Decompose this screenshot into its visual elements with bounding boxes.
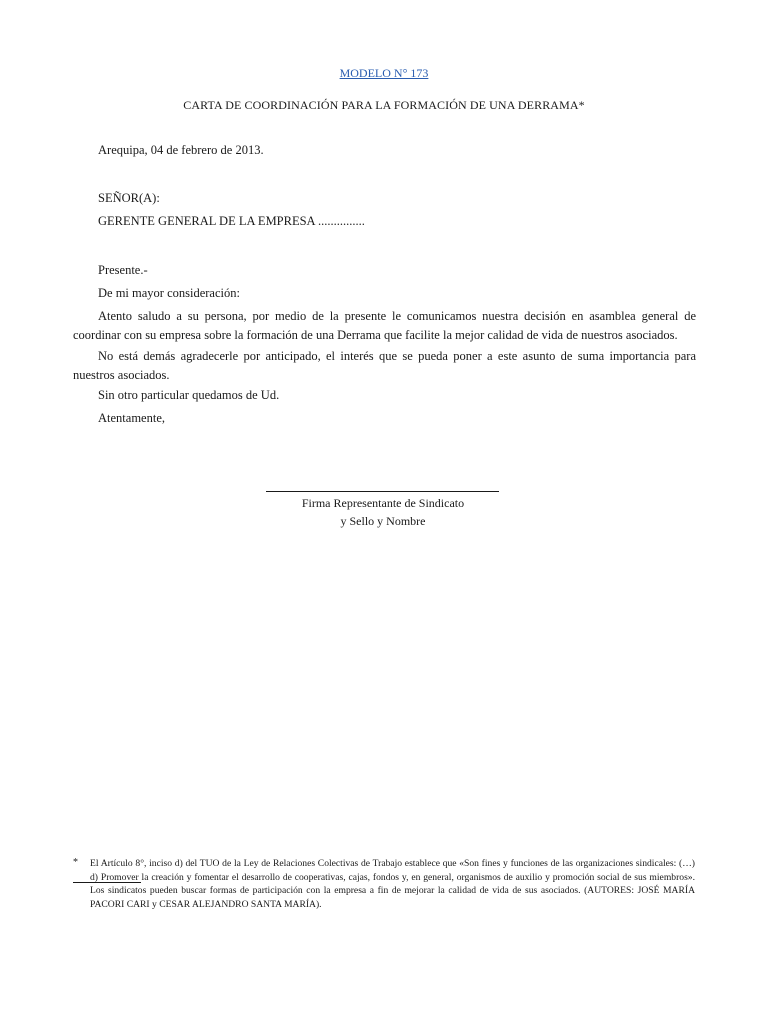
signature-line: [266, 491, 499, 492]
sign-off: Atentamente,: [98, 411, 165, 425]
document-title: CARTA DE COORDINACIÓN PARA LA FORMACIÓN DE UNA DERRAMA*: [183, 98, 585, 112]
addressee: SEÑOR(A):: [98, 191, 160, 205]
body-paragraph-2: No está demás agradecerle por anticipado, el interés que se pueda poner a este asunto de suma importancia para nuestros asociados.: [73, 349, 696, 382]
signature-caption-2: y Sello y Nombre: [340, 514, 426, 528]
body-paragraph-1: Atento saludo a su persona, por medio de la presente le comunicamos nuestra decisión en asamblea general de coordinar con su empresa sobre la formación de una Derrama que facilite la mejor calidad de vida de nuestros asociados.: [73, 309, 696, 342]
city-date: Arequipa, 04 de febrero de 2013.: [98, 143, 264, 157]
footnote-marker: *: [73, 857, 78, 868]
signature-caption-1: Firma Representante de Sindicato: [301, 496, 465, 510]
greeting: Presente.-: [98, 263, 148, 277]
salutation: De mi mayor consideración:: [98, 286, 240, 300]
closing-line: Sin otro particular quedamos de Ud.: [98, 388, 280, 402]
footnote-text: El Artículo 8°, inciso d) del TUO de la Ley de Relaciones Colectivas de Trabajo establece que «Son fines y funciones de las organizaciones sindicales: (…) d) Promover la creación y fomentar el desarrollo de cooperativas, cajas, fondos y, en general, organismos de auxilio y promoción social de sus miembros». Los sindicatos pueden buscar formas de participación con la empresa a fin de mejorar la calidad de vida de sus asociados. (AUTORES: JOSÉ MARÍA PACORI CARI y CESAR ALEJANDRO SANTA MARÍA).: [90, 858, 695, 910]
model-number-link[interactable]: MODELO N° 173: [339, 66, 429, 80]
recipient: GERENTE GENERAL DE LA EMPRESA ...............: [98, 214, 365, 228]
